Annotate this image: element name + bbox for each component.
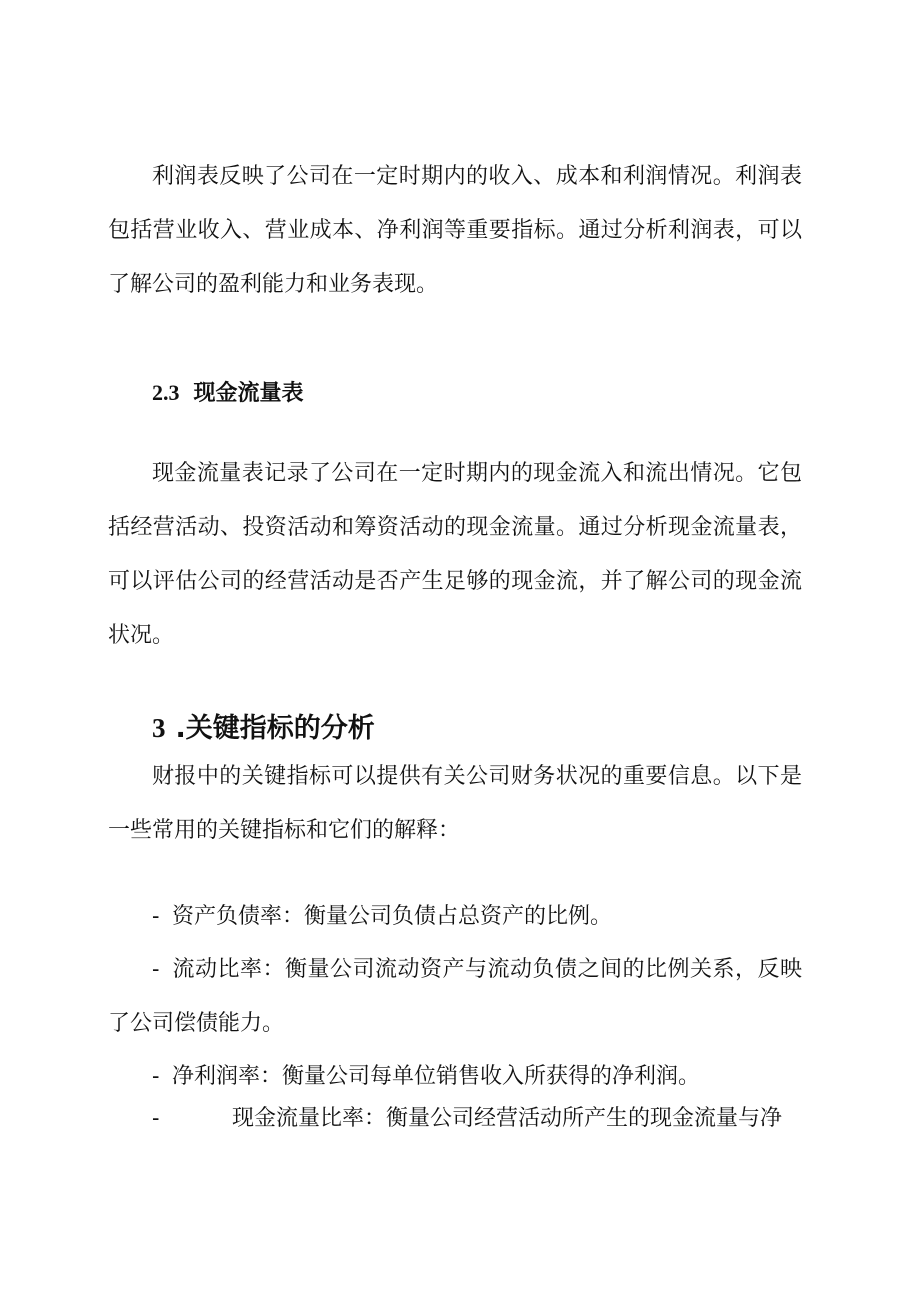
metrics-section-title: .关键指标的分析 (175, 713, 375, 744)
cashflow-section-title: 现金流量表 (193, 381, 304, 406)
list-dash: - (152, 957, 160, 982)
metrics-section-number: 3 (152, 713, 166, 743)
list-item (108, 943, 802, 1051)
list-item-text: 净利润率：衡量公司每单位销售收入所获得的净利润。 (172, 1064, 701, 1089)
metrics-intro-paragraph: 财报中的关键指标可以提供有关公司财务状况的重要信息。以下是一些常用的关键指标和它们的解释： (108, 764, 802, 843)
list-item-text: 现金流量比率：衡量公司经营活动所产生的现金流量与净 (232, 1106, 783, 1131)
list-item-text: 流动比率：衡量公司流动资产与流动负债之间的比例关系，反映了公司偿债能力。 (108, 957, 802, 1036)
cashflow-section-heading (152, 378, 304, 409)
list-item-text: 资产负债率：衡量公司负债占总资产的比例。 (172, 904, 613, 929)
list-dash: - (152, 904, 160, 929)
cashflow-paragraph: 现金流量表记录了公司在一定时期内的现金流入和流出情况。它包括经营活动、投资活动和筹资活动的现金流量。通过分析现金流量表，可以评估公司的经营活动是否产生足够的现金流，并了解公司的现金流状况。 (108, 461, 802, 648)
list-dash: - (152, 1064, 160, 1089)
metrics-section-heading (152, 710, 375, 747)
income-statement-paragraph: 利润表反映了公司在一定时期内的收入、成本和利润情况。利润表包括营业收入、营业成本、净利润等重要指标。通过分析利润表，可以了解公司的盈利能力和业务表现。 (108, 164, 802, 297)
list-item (108, 1092, 802, 1146)
cashflow-section-number: 2.3 (152, 380, 180, 405)
list-item (108, 890, 802, 944)
list-dash: - (152, 1106, 160, 1131)
